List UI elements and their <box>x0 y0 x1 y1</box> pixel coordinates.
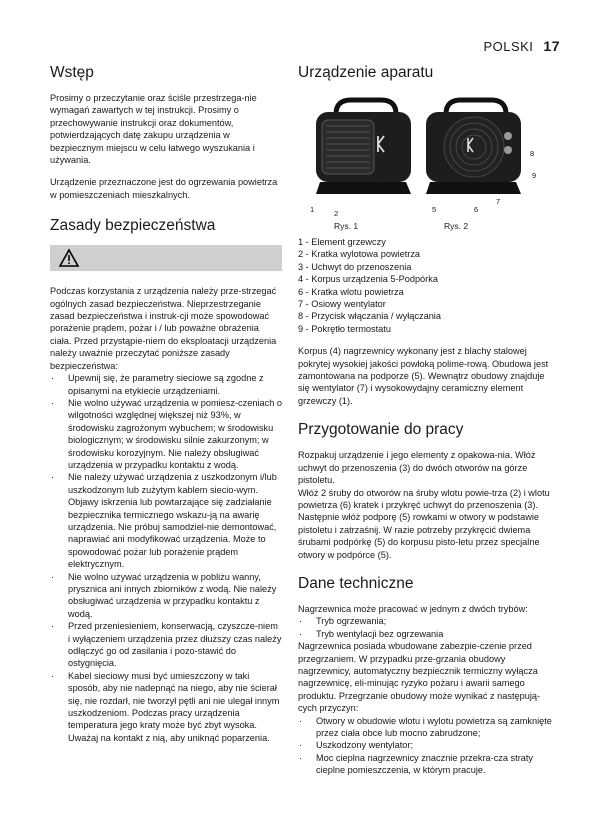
parts-list-item: 9 - Pokrętło termostatu <box>298 323 391 334</box>
prep-paragraph-1: Rozpakuj urządzenie i jego elementy z opakowa-nia. Włóż uchwyt do przenoszenia (3) do dwóch otworów na górze pistoletu. <box>298 450 536 486</box>
causes-list <box>298 715 556 777</box>
parts-list <box>298 236 556 335</box>
intro-paragraph-1: Prosimy o przeczytanie oraz ściśle przestrzega-nie wymagań zawartych w tej instrukcji. Prosimy o przechowywanie instrukcji oraz dokumentów, potwierdzających datę zakupu urządzenia w bezpiecznym miejscu w celu łatwego wyszukania i używania. <box>50 93 257 166</box>
callout-5: 5 <box>432 205 437 214</box>
tech-paragraph-2: Nagrzewnica posiada wbudowane zabezpie-czenie przed przegrzaniem. W przypadku prze-grzania obudowy nagrzewnicy, automatyczny bezpiecznik termiczny wyłącza nagrzewnicę, eli-minując ryzyko pożaru i awarii samego produktu. Przegrzanie obudowy może wynikać z następują-cych przyczyn: <box>298 641 541 714</box>
callout-3: 3 <box>381 121 386 130</box>
safety-item: · Kabel sieciowy musi być umieszczony w taki sposób, aby nie nadepnąć na niego, aby nie ścierał się, nie rozdarł, nie tworzył pętli ani nie ulegał innym uszkodzeniom. Podczas pracy urządzenia temperatura jego kraty może być zbyt wysoka. Uważaj na kontakt z nią, aby uniknąć poparzenia. <box>50 670 282 744</box>
page-number: 17 <box>543 38 560 54</box>
mode-item: · Tryb wentylacji bez ogrzewania <box>298 628 556 640</box>
callout-8: 8 <box>530 149 535 158</box>
callout-2: 2 <box>334 209 339 218</box>
safety-list <box>50 372 282 744</box>
right-column <box>298 64 556 785</box>
parts-list-item: 7 - Osiowy wentylator <box>298 299 386 310</box>
cause-item: · Otwory w obudowie wlotu i wylotu powietrza są zamknięte przez ciała obce lub mocno zabrudzone; <box>298 715 556 740</box>
parts-list-item: 2 - Kratka wylotowa powietrza <box>298 249 421 260</box>
safety-item: · Przed przeniesieniem, konserwacją, czyszcze-niem i wyłączeniem urządzenia przez dłuższy czas należy odłączyć go od zasilania i pozo-stawić do ostygnięcia. <box>50 620 282 670</box>
tech-paragraph-1: Nagrzewnica może pracować w jednym z dwóch trybów: <box>298 603 528 614</box>
parts-list-item: 6 - Kratka wlotu powietrza <box>298 286 404 297</box>
heater-back-figure <box>416 96 536 206</box>
warning-icon <box>58 248 80 268</box>
heater-front-figure <box>306 96 426 206</box>
figure-2-caption: Rys. 2 <box>444 221 469 231</box>
mode-item: · Tryb ogrzewania; <box>298 615 556 627</box>
safety-title: Zasady bezpieczeństwa <box>50 217 216 235</box>
callout-1: 1 <box>310 205 315 214</box>
intro-title: Wstęp <box>50 64 94 81</box>
modes-list <box>298 615 556 640</box>
warning-bar <box>50 245 282 271</box>
safety-item: · Nie wolno używać urządzenia w pobliżu wanny, prysznica ani innych zbiorników z wodą. Nie należy obsługiwać urządzenia w przypadku kontaktu z wodą. <box>50 571 282 621</box>
safety-paragraph: Podczas korzystania z urządzenia należy prze-strzegać ogólnych zasad bezpieczeństwa. Nieprzestrzeganie zasad bezpieczeństwa i instruk-cji może spowodować porażenie prądem, pożar i / lub poważne obrażenia ciała. Przed przystąpie-niem do eksploatacji urządzenia należy uważnie przeczytać poniższe zasady bezpieczeństwa: <box>50 286 277 371</box>
page-header <box>483 38 560 54</box>
figure-1-caption: Rys. 1 <box>334 221 359 231</box>
device-paragraph: Korpus (4) nagrzewnicy wykonany jest z blachy stalowej pokrytej wysokiej jakości powłoką polime-rową. Obudowa jest zamontowana na podporze (5). Wewnątrz obudowy znajduje się wentylator (7) i wysokowydajny ceramiczny element grzewczy (1). <box>298 346 549 406</box>
parts-list-item: 4 - Korpus urządzenia 5-Podpórka <box>298 274 438 285</box>
prep-title: Przygotowanie do pracy <box>298 421 464 439</box>
cause-item: · Moc cieplna nagrzewnicy znacznie przekra-cza straty cieplne pomieszczenia, w którym pracuje. <box>298 752 556 777</box>
parts-list-item: 8 - Przycisk włączania / wyłączania <box>298 311 441 322</box>
callout-7: 7 <box>496 197 501 206</box>
left-column <box>50 64 282 752</box>
language-label: POLSKI <box>483 39 534 54</box>
callout-6: 6 <box>474 205 479 214</box>
callout-4: 4 <box>380 173 385 182</box>
safety-item: · Nie należy używać urządzenia z uszkodzonym i/lub uszkodzonym lub zużytym kablem siecio-wym. Objawy iskrzenia lub powtarzające się zadziałanie bezpiecznika termicznego wskazu-ją na awarię urządzenia. Nie próbuj samodziel-nie demontować, naprawiać ani modyfikować urządzenia. Może to spowodować pożar lub porażenie prądem elektrycznym. <box>50 471 282 570</box>
parts-list-item: 3 - Uchwyt do przenoszenia <box>298 261 412 272</box>
device-title: Urządzenie aparatu <box>298 64 434 81</box>
device-figures <box>298 92 556 231</box>
tech-title: Dane techniczne <box>298 574 414 592</box>
cause-item: · Uszkodzony wentylator; <box>298 739 556 751</box>
prep-paragraph-2: Włóż 2 śruby do otworów na śruby wlotu powie-trza (2) i wlotu powietrza (6) kratek i przykręć uchwyt do przenoszenia (3). Następnie włóż podporę (5) rowkami w otwory w podstawie pistoletu i zatrzaśnij. W razie potrzeby przykręcić dwiema śrubami podpórkę (5) do korpusu pisto-letu przez specjalne otwory w podpórce (5). <box>298 487 550 560</box>
safety-item: · Nie wolno używać urządzenia w pomiesz-czeniach o wilgotności względnej większej niż 93%, w środowisku zagrożonym wybuchem; w środowisku biologicznym; w środowisku silnie zakurzonym; w środowisku korozyjnym. Nie należy obsługiwać urządzenia w przypadku kontaktu z wodą. <box>50 397 282 471</box>
callout-9: 9 <box>532 171 537 180</box>
safety-item: · Upewnij się, że parametry sieciowe są zgodne z opisanymi na etykiecie urządzeniami. <box>50 372 282 397</box>
intro-paragraph-2: Urządzenie przeznaczone jest do ogrzewania powietrza w pomieszczeniach mieszkalnych. <box>50 177 278 200</box>
parts-list-item: 1 - Element grzewczy <box>298 237 386 247</box>
